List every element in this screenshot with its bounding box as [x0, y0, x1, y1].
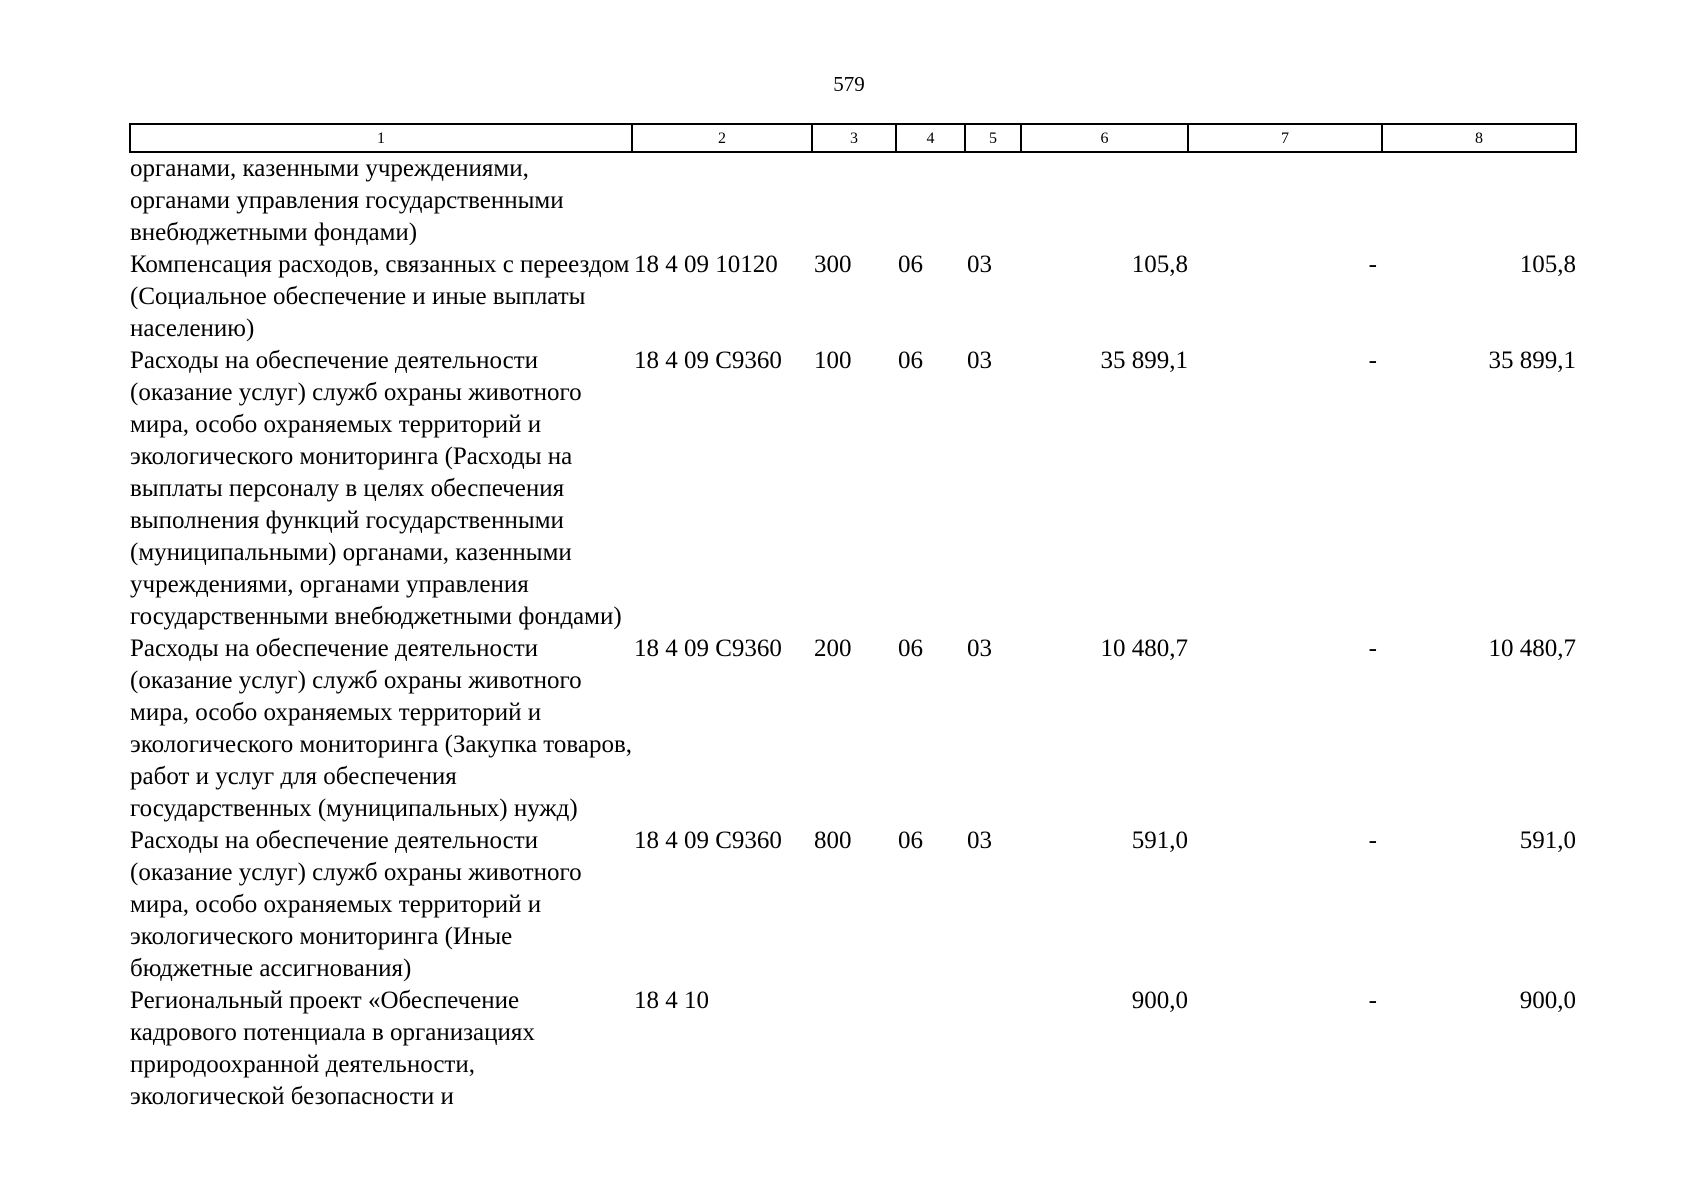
amount-col8-cell — [1382, 152, 1576, 249]
column-header: 6 — [1021, 124, 1188, 152]
amount-col8-cell: 10 480,7 — [1488, 635, 1576, 662]
column-header: 2 — [632, 124, 812, 152]
section-code-cell: 06 — [898, 635, 923, 662]
section-code-cell: 06 — [898, 347, 923, 374]
page-number: 579 — [833, 72, 865, 96]
target-article-code-cell: 18 4 09 C9360 — [634, 347, 782, 374]
amount-col7-cell: - — [1368, 635, 1377, 662]
subsection-code-cell: 03 — [967, 347, 992, 374]
table-row — [130, 633, 1576, 825]
subsection-code-cell — [965, 985, 1021, 1113]
amount-col7-cell — [1188, 152, 1382, 249]
target-article-code-cell: 18 4 09 10120 — [634, 251, 778, 278]
table-row — [130, 345, 1576, 633]
column-header: 3 — [812, 124, 896, 152]
section-code-cell: 06 — [898, 251, 923, 278]
amount-col8-cell: 900,0 — [1519, 987, 1576, 1014]
amount-col6-cell: 35 899,1 — [1100, 347, 1188, 374]
expense-name-cell: Расходы на обеспечение деятельности (оказание услуг) служб охраны животного мира, особо охраняемых территорий и экологического мониторинга (Закупка товаров, работ и услуг для обеспечения государственных (муниципальных) нужд) — [130, 635, 633, 822]
expense-name-cell: Региональный проект «Обеспечение кадрового потенциала в организациях природоохранной деятельности, экологической безопасности и — [130, 987, 535, 1110]
amount-col6-cell — [1021, 152, 1188, 249]
target-article-code-cell — [632, 152, 812, 249]
column-header: 5 — [965, 124, 1021, 152]
expense-name-cell: Расходы на обеспечение деятельности (оказание услуг) служб охраны животного мира, особо охраняемых территорий и экологического мониторинга (Расходы на выплаты персоналу в целях обеспечения выполнения функций государственными (муниципальными) органами, казенными учреждениями, органами управления государственными внебюджетными фондами) — [130, 347, 622, 630]
column-header: 4 — [896, 124, 965, 152]
amount-col8-cell: 591,0 — [1519, 827, 1576, 854]
section-code-cell: 06 — [898, 827, 923, 854]
amount-col7-cell: - — [1368, 347, 1377, 374]
subsection-code-cell: 03 — [967, 635, 992, 662]
column-header: 7 — [1188, 124, 1382, 152]
budget-table — [129, 123, 1577, 1113]
amount-col7-cell: - — [1368, 251, 1377, 278]
section-code-cell — [896, 152, 965, 249]
target-article-code-cell: 18 4 09 C9360 — [634, 635, 782, 662]
expense-name-cell: Расходы на обеспечение деятельности (оказание услуг) служб охраны животного мира, особо охраняемых территорий и экологического мониторинга (Иные бюджетные ассигнования) — [130, 827, 582, 982]
table-row — [130, 249, 1576, 345]
amount-col7-cell: - — [1368, 987, 1377, 1014]
expense-type-cell: 100 — [814, 347, 852, 374]
amount-col6-cell: 10 480,7 — [1100, 635, 1188, 662]
column-header: 1 — [130, 124, 632, 152]
amount-col8-cell: 35 899,1 — [1488, 347, 1576, 374]
expense-name-cell: Компенсация расходов, связанных с переездом (Социальное обеспечение и иные выплаты населению) — [130, 251, 630, 342]
amount-col7-cell: - — [1368, 827, 1377, 854]
expense-name-cell: органами, казенными учреждениями, органами управления государственными внебюджетными фондами) — [130, 155, 564, 246]
expense-type-cell: 200 — [814, 635, 852, 662]
subsection-code-cell — [965, 152, 1021, 249]
amount-col6-cell: 105,8 — [1131, 251, 1188, 278]
column-number-header-row — [130, 124, 1576, 152]
amount-col6-cell: 900,0 — [1131, 987, 1188, 1014]
target-article-code-cell: 18 4 09 C9360 — [634, 827, 782, 854]
table-row — [130, 985, 1576, 1113]
amount-col6-cell: 591,0 — [1131, 827, 1188, 854]
column-header: 8 — [1382, 124, 1576, 152]
expense-type-cell: 800 — [814, 827, 852, 854]
expense-type-cell — [812, 152, 896, 249]
table-row — [130, 152, 1576, 249]
table-row — [130, 825, 1576, 985]
amount-col8-cell: 105,8 — [1519, 251, 1576, 278]
expense-type-cell — [812, 985, 896, 1113]
subsection-code-cell: 03 — [967, 251, 992, 278]
target-article-code-cell: 18 4 10 — [634, 987, 709, 1014]
section-code-cell — [896, 985, 965, 1113]
expense-type-cell: 300 — [814, 251, 852, 278]
subsection-code-cell: 03 — [967, 827, 992, 854]
